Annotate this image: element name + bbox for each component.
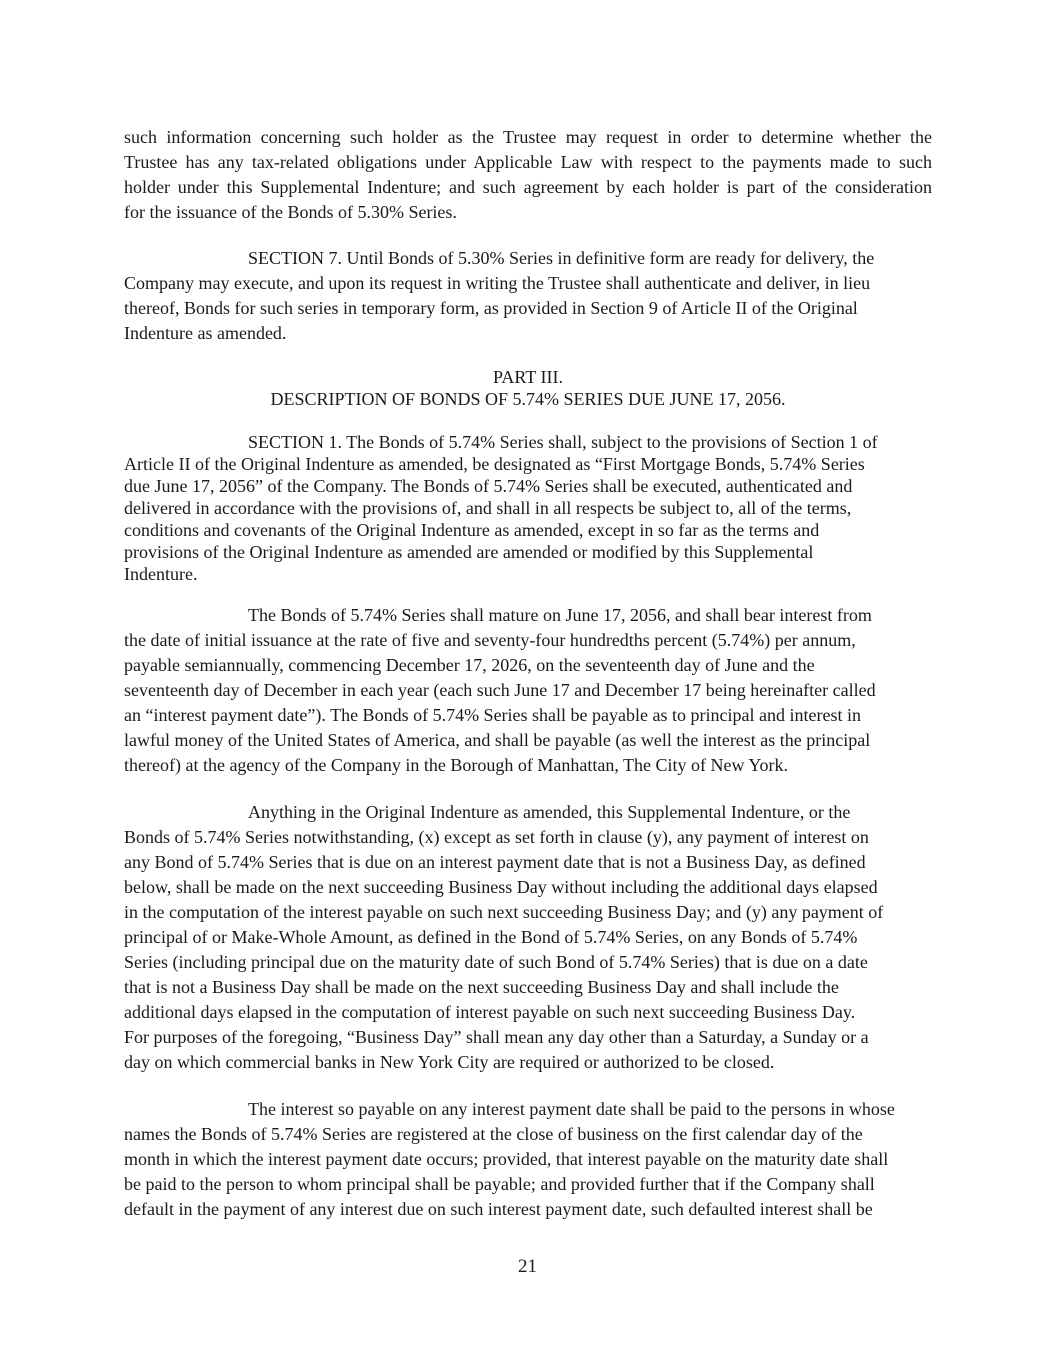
paragraph-section-1 [124, 431, 914, 585]
text-line: Trustee has any tax-related obligations under Applicable Law with respect to the payments made to such [124, 152, 932, 172]
text-line: below, shall be made on the next succeeding Business Day without including the additional days elapsed [124, 877, 878, 897]
text-line: additional days elapsed in the computation of interest payable on such next succeeding Business Day. [124, 1002, 856, 1022]
text-line: For purposes of the foregoing, “Business Day” shall mean any day other than a Saturday, a Sunday or a [124, 1027, 869, 1047]
text-line: default in the payment of any interest due on such interest payment date, such defaulted interest shall be [124, 1199, 873, 1219]
text-line: due June 17, 2056” of the Company. The Bonds of 5.74% Series shall be executed, authenticated and [124, 476, 853, 496]
text-line: The interest so payable on any interest payment date shall be paid to the persons in whose [248, 1099, 895, 1119]
page-number: 21 [518, 1256, 537, 1277]
text-line: Indenture. [124, 564, 198, 584]
text-line: Article II of the Original Indenture as amended, be designated as “First Mortgage Bonds, 5.74% Series [124, 454, 865, 474]
text-line: month in which the interest payment date occurs; provided, that interest payable on the maturity date shall [124, 1149, 889, 1169]
text-line: conditions and covenants of the Original Indenture as amended, except in so far as the terms and [124, 520, 820, 540]
text-line: SECTION 7. Until Bonds of 5.30% Series in definitive form are ready for delivery, the [248, 248, 875, 268]
text-line: the date of initial issuance at the rate of five and seventy-four hundredths percent (5.74%) per annum, [124, 630, 856, 650]
text-line: thereof) at the agency of the Company in the Borough of Manhattan, The City of New York. [124, 755, 789, 775]
text-line: principal of or Make-Whole Amount, as defined in the Bond of 5.74% Series, on any Bonds of 5.74% [124, 927, 858, 947]
text-line: Company may execute, and upon its request in writing the Trustee shall authenticate and deliver, in lieu [124, 273, 871, 293]
text-line: any Bond of 5.74% Series that is due on an interest payment date that is not a Business Day, as defined [124, 852, 866, 872]
text-line: Series (including principal due on the maturity date of such Bond of 5.74% Series) that is due on a date [124, 952, 868, 972]
text-line: delivered in accordance with the provisions of, and shall in all respects be subject to, all of the terms, [124, 498, 852, 518]
text-line: SECTION 1. The Bonds of 5.74% Series shall, subject to the provisions of Section 1 of [248, 432, 878, 452]
text-line: Anything in the Original Indenture as amended, this Supplemental Indenture, or the [248, 802, 851, 822]
text-line: in the computation of the interest payable on such next succeeding Business Day; and (y) any payment of [124, 902, 884, 922]
text-line: payable semiannually, commencing December 17, 2026, on the seventeenth day of June and the [124, 655, 815, 675]
paragraph-maturity-and-interest [124, 603, 919, 778]
text-line: The Bonds of 5.74% Series shall mature on June 17, 2056, and shall bear interest from [248, 605, 872, 625]
text-line: be paid to the person to whom principal shall be payable; and provided further that if the Company shall [124, 1174, 875, 1194]
text-line: holder under this Supplemental Indenture; and such agreement by each holder is part of the consideration [124, 177, 932, 197]
text-line: provisions of the Original Indenture as amended are amended or modified by this Supplemental [124, 542, 814, 562]
paragraph-business-day [124, 800, 929, 1075]
text-line: day on which commercial banks in New York City are required or authorized to be closed. [124, 1052, 775, 1072]
text-line: seventeenth day of December in each year (each such June 17 and December 17 being hereinafter called [124, 680, 876, 700]
text-line: names the Bonds of 5.74% Series are registered at the close of business on the first calendar day of the [124, 1124, 863, 1144]
text-line: thereof, Bonds for such series in temporary form, as provided in Section 9 of Article II of the Original [124, 298, 858, 318]
text-line: Indenture as amended. [124, 323, 287, 343]
part-heading [124, 367, 932, 410]
text-line: for the issuance of the Bonds of 5.30% Series. [124, 202, 457, 222]
paragraph-section-7 [124, 246, 914, 346]
text-line: such information concerning such holder as the Trustee may request in order to determine whether the [124, 127, 932, 147]
text-line: lawful money of the United States of America, and shall be payable (as well the interest as the principal [124, 730, 871, 750]
paragraph-holder-tax-information [124, 125, 932, 225]
part-title: DESCRIPTION OF BONDS OF 5.74% SERIES DUE JUNE 17, 2056. [270, 388, 786, 409]
text-line: that is not a Business Day shall be made on the next succeeding Business Day and shall include the [124, 977, 839, 997]
part-number: PART III. [493, 367, 563, 387]
text-line: Bonds of 5.74% Series notwithstanding, (x) except as set forth in clause (y), any payment of interest on [124, 827, 869, 847]
paragraph-interest-recipients [124, 1097, 932, 1222]
text-line: an “interest payment date”). The Bonds of 5.74% Series shall be payable as to principal and interest in [124, 705, 861, 725]
